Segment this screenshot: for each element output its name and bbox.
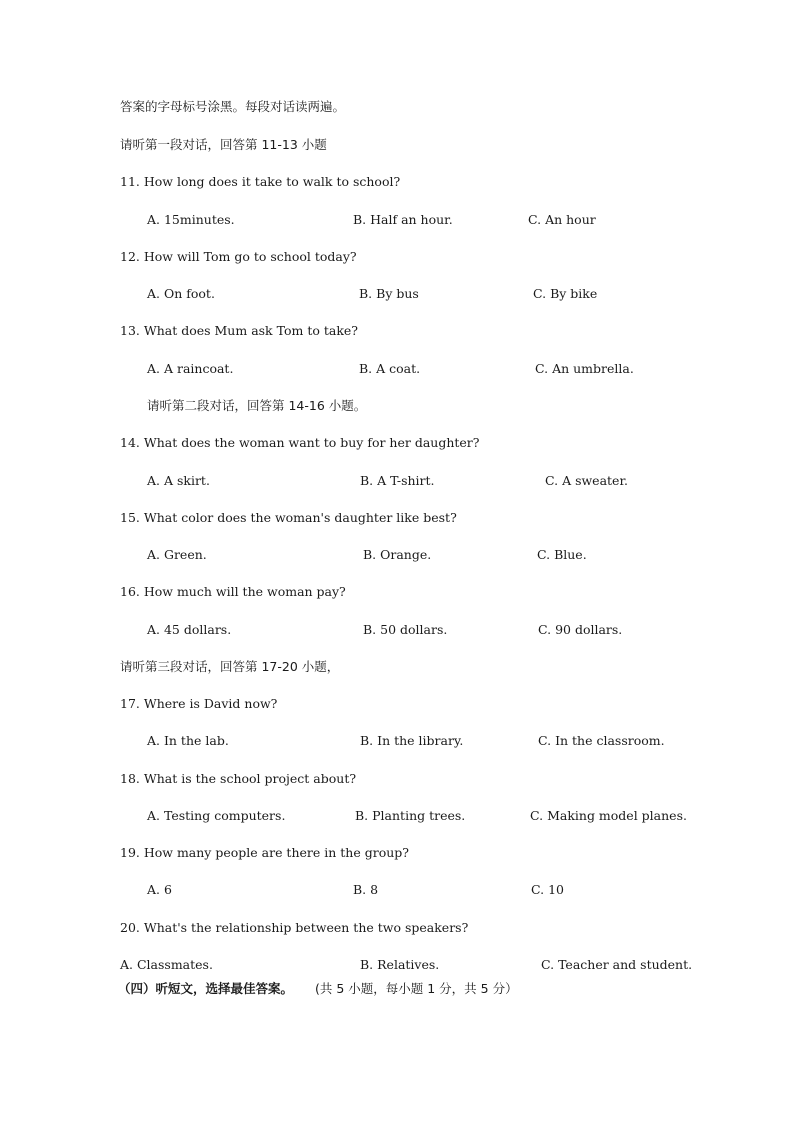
options-11 <box>0 210 794 230</box>
option-c: C. Blue. <box>537 547 587 562</box>
question-11 <box>0 172 794 192</box>
option-a: A. A skirt. <box>147 473 210 488</box>
option-c: C. An umbrella. <box>535 361 634 376</box>
option-b: B. Relatives. <box>360 957 440 972</box>
option-b: B. By bus <box>359 286 419 301</box>
question-text: 11. How long does it take to walk to school? <box>120 174 401 189</box>
section-heading-3 <box>0 657 794 677</box>
option-b: B. In the library. <box>360 733 464 748</box>
question-text: 17. Where is David now? <box>120 696 278 711</box>
question-text: 15. What color does the woman's daughter like best? <box>120 510 457 525</box>
option-a: A. 45 dollars. <box>147 622 232 637</box>
section-heading-text: 请听第一段对话，回答第 11-13 小题 <box>120 137 327 152</box>
question-18 <box>0 769 794 789</box>
option-c: C. 10 <box>531 882 564 897</box>
options-17 <box>0 731 794 751</box>
option-b: B. A coat. <box>359 361 421 376</box>
options-14 <box>0 471 794 491</box>
question-text: 20. What's the relationship between the two speakers? <box>120 920 469 935</box>
intro-text: 答案的字母标号涂黑。每段对话读两遍。 <box>120 99 346 114</box>
option-c: C. In the classroom. <box>538 733 665 748</box>
option-c: C. 90 dollars. <box>538 622 623 637</box>
section-heading-text: 请听第二段对话，回答第 14-16 小题。 <box>147 398 367 413</box>
option-a: A. 6 <box>147 882 172 897</box>
option-c: C. An hour <box>528 212 596 227</box>
option-b: B. Planting trees. <box>355 808 466 823</box>
options-12 <box>0 284 794 304</box>
option-b: B. 8 <box>353 882 379 897</box>
question-text: 18. What is the school project about? <box>120 771 357 786</box>
option-a: A. 15minutes. <box>147 212 235 227</box>
question-16 <box>0 582 794 602</box>
question-19 <box>0 843 794 863</box>
option-c: C. A sweater. <box>545 473 629 488</box>
option-b: B. Orange. <box>363 547 432 562</box>
option-a: A. On foot. <box>147 286 215 301</box>
option-b: B. A T-shirt. <box>360 473 435 488</box>
question-14 <box>0 433 794 453</box>
question-text: 14. What does the woman want to buy for her daughter? <box>120 435 480 450</box>
section-heading-text: 请听第三段对话，回答第 17-20 小题， <box>120 659 340 674</box>
question-text: 13. What does Mum ask Tom to take? <box>120 323 358 338</box>
question-text: 19. How many people are there in the group? <box>120 845 409 860</box>
option-c: C. By bike <box>533 286 598 301</box>
option-b: B. Half an hour. <box>353 212 453 227</box>
options-15 <box>0 545 794 565</box>
part4-title: （四）听短文，选择最佳答案。 <box>118 981 294 996</box>
question-text: 12. How will Tom go to school today? <box>120 249 357 264</box>
option-a: A. A raincoat. <box>147 361 234 376</box>
option-a: A. Green. <box>147 547 207 562</box>
section-heading-2 <box>0 396 794 416</box>
options-16 <box>0 620 794 640</box>
question-17 <box>0 694 794 714</box>
option-a: A. Testing computers. <box>147 808 286 823</box>
intro-line <box>0 97 794 117</box>
options-19 <box>0 880 794 900</box>
option-c: C. Making model planes. <box>530 808 687 823</box>
question-20 <box>0 918 794 938</box>
part4-heading <box>0 979 794 999</box>
option-a: A. In the lab. <box>147 733 229 748</box>
option-a: A. Classmates. <box>120 957 213 972</box>
option-c: C. Teacher and student. <box>541 957 693 972</box>
option-b: B. 50 dollars. <box>363 622 448 637</box>
question-15 <box>0 508 794 528</box>
part4-note: (共 5 小题，每小题 1 分，共 5 分） <box>315 981 518 996</box>
section-heading-1 <box>0 135 794 155</box>
options-18 <box>0 806 794 826</box>
question-12 <box>0 247 794 267</box>
question-13 <box>0 321 794 341</box>
question-text: 16. How much will the woman pay? <box>120 584 346 599</box>
options-13 <box>0 359 794 379</box>
options-20 <box>0 955 794 975</box>
